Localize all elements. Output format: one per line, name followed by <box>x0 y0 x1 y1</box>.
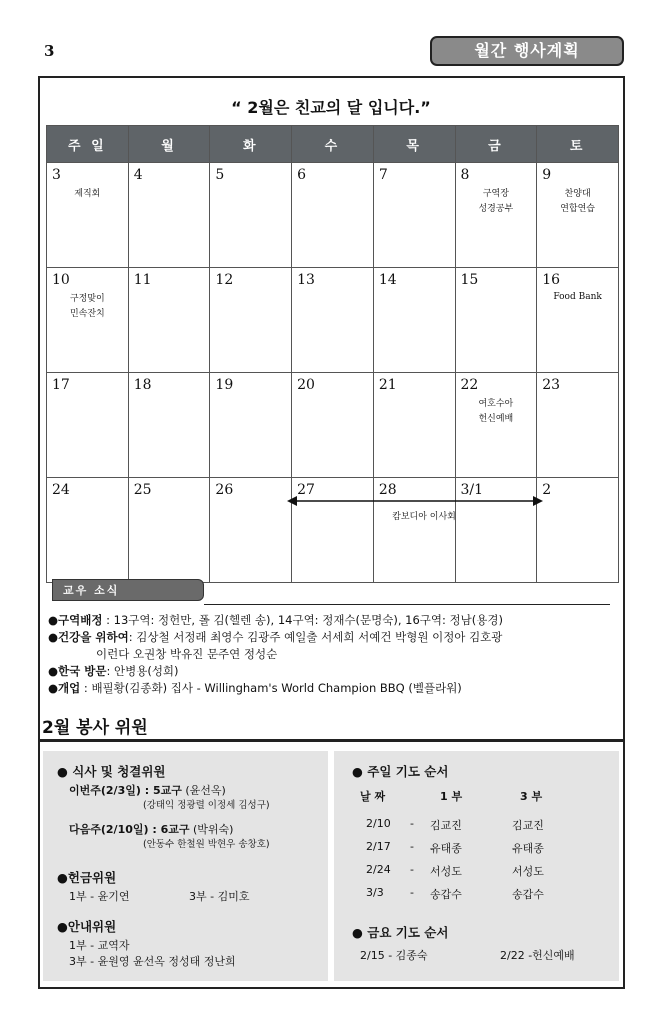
calendar-day-cell <box>47 268 129 373</box>
col-part1: 1 부 <box>440 790 463 803</box>
page-number: 3 <box>44 42 55 60</box>
prayer-p1: 유태종 <box>430 842 462 855</box>
calendar-day-cell <box>455 268 537 373</box>
calendar-day-cell <box>537 478 619 583</box>
offering-heading: ●헌금위원 <box>57 870 117 885</box>
news-item-district: ●구역배정 : 13구역: 정헌만, 폴 김(헬렌 송), 14구역: 정재수(문명숙), 16구역: 정남(용경) <box>48 613 503 627</box>
calendar-day-cell <box>128 478 210 583</box>
usher-part3: 3부 - 윤원영 윤선옥 정성태 정난희 <box>69 955 236 968</box>
day-number: 11 <box>133 272 152 288</box>
col-date: 날 짜 <box>360 790 386 803</box>
day-number: 7 <box>378 167 388 183</box>
weekday-fri: 금 <box>455 126 537 163</box>
news-item-health: ●건강을 위하여: 김상철 서정래 최영수 김광주 예일출 서세희 서예건 박형원 이정아 김호광 <box>48 630 503 644</box>
day-number: 3 <box>52 167 61 183</box>
monthly-calendar <box>46 125 619 583</box>
weekday-thu: 목 <box>373 126 455 163</box>
day-number: 15 <box>460 272 479 288</box>
prayer-dash: - <box>410 863 414 876</box>
this-week-members: (강태익 정광렬 이정세 김성구) <box>143 800 270 811</box>
day-number: 17 <box>52 377 70 393</box>
calendar-day-cell <box>373 163 455 268</box>
calendar-day-cell <box>292 163 374 268</box>
day-number: 12 <box>215 272 234 288</box>
page-section-title: 월간 행사계획 <box>430 36 624 66</box>
sunday-prayer-heading: ● 주일 기도 순서 <box>352 764 449 779</box>
calendar-day-cell <box>47 163 129 268</box>
prayer-p1: 송갑수 <box>430 888 462 901</box>
service-section-title: 2월 봉사 위원 <box>42 718 148 738</box>
offering-part3: 3부 - 김미호 <box>189 890 250 903</box>
calendar-day-cell <box>128 373 210 478</box>
cleaning-heading: ● 식사 및 청결위원 <box>57 764 166 779</box>
day-number: 5 <box>215 167 225 183</box>
day-number: 22 <box>460 377 479 393</box>
news-item-opening: ●개업 : 배필황(김종화) 집사 - Willingham's World Champion BBQ (벨플라워) <box>48 681 462 695</box>
day-event: 여호수아 헌신예배 <box>478 399 514 424</box>
day-number: 10 <box>52 272 70 288</box>
day-number: 23 <box>542 377 561 393</box>
calendar-day-cell <box>537 268 619 373</box>
day-event: 구역장 성경공부 <box>478 189 514 214</box>
usher-heading: ●안내위원 <box>57 919 117 934</box>
day-number: 3/1 <box>460 482 484 498</box>
calendar-day-cell <box>210 163 292 268</box>
day-event: Food Bank <box>553 292 602 302</box>
friday-prayer-heading: ● 금요 기도 순서 <box>352 925 449 940</box>
day-number: 27 <box>297 482 315 498</box>
calendar-day-cell <box>47 478 129 583</box>
day-number: 28 <box>378 482 397 498</box>
news-item-korea-visit: ●한국 방문: 안병용(성희) <box>48 664 179 678</box>
prayer-dash: - <box>410 886 414 899</box>
calendar-week-row <box>47 268 619 373</box>
day-number: 8 <box>460 167 470 183</box>
calendar-day-cell <box>128 268 210 373</box>
day-event: 구정맞이 민속잔치 <box>69 294 105 319</box>
day-number: 4 <box>133 167 143 183</box>
calendar-day-cell <box>292 268 374 373</box>
weekday-sun: 주 일 <box>47 126 129 163</box>
day-number: 19 <box>215 377 234 393</box>
prayer-p1: 김교진 <box>430 819 462 832</box>
calendar-day-cell <box>47 373 129 478</box>
friday-prayer-item-1: 2/15 - 김종숙 <box>360 949 428 962</box>
calendar-week-row <box>47 163 619 268</box>
weekday-sat: 토 <box>537 126 619 163</box>
calendar-day-cell <box>128 163 210 268</box>
usher-part1: 1부 - 교역자 <box>69 939 130 952</box>
weekday-tue: 화 <box>210 126 292 163</box>
day-number: 13 <box>297 272 315 288</box>
news-section-label: 교우 소식 <box>52 579 204 601</box>
calendar-day-cell <box>373 373 455 478</box>
day-event: 제직회 <box>74 189 101 199</box>
prayer-date: 2/17 <box>366 840 391 853</box>
prayer-p3: 김교진 <box>512 819 544 832</box>
calendar-day-cell <box>210 478 292 583</box>
prayer-dash: - <box>410 840 414 853</box>
prayer-p3: 유태종 <box>512 842 544 855</box>
day-number: 21 <box>378 377 397 393</box>
prayer-schedule-box <box>334 751 619 981</box>
prayer-dash: - <box>410 817 414 830</box>
prayer-p1: 서성도 <box>430 865 462 878</box>
news-item-health-cont: 이런다 오권창 박유진 문주연 정성순 <box>96 647 278 661</box>
calendar-day-cell <box>292 373 374 478</box>
day-number: 25 <box>133 482 152 498</box>
weekday-mon: 월 <box>128 126 210 163</box>
calendar-day-cell <box>373 268 455 373</box>
calendar-title: “ 2월은 친교의 달 입니다.” <box>231 98 431 117</box>
sunday-prayer-columns <box>360 788 543 804</box>
day-number: 14 <box>378 272 397 288</box>
col-part3: 3 부 <box>520 790 543 803</box>
service-divider <box>40 739 623 742</box>
day-number: 9 <box>542 167 552 183</box>
service-committee-box <box>43 751 328 981</box>
multi-day-event-label: 캄보디아 이사회 <box>392 512 456 522</box>
calendar-week-row <box>47 373 619 478</box>
news-list <box>48 612 623 697</box>
day-number: 24 <box>52 482 70 498</box>
day-number: 16 <box>542 272 561 288</box>
friday-prayer-item-2: 2/22 -헌신예배 <box>500 949 575 962</box>
calendar-day-cell <box>210 373 292 478</box>
offering-part1: 1부 - 윤기연 <box>69 890 130 903</box>
weekday-wed: 수 <box>292 126 374 163</box>
weekday-header-row <box>47 126 619 163</box>
next-week-members: (안동수 한철원 박현우 송창호) <box>143 839 270 850</box>
next-week-line: 다음주(2/10일) : 6교구 (박위숙) <box>69 823 234 836</box>
prayer-p3: 송갑수 <box>512 888 544 901</box>
calendar-day-cell <box>537 373 619 478</box>
day-number: 6 <box>297 167 307 183</box>
day-number: 2 <box>542 482 552 498</box>
prayer-date: 3/3 <box>366 886 384 899</box>
calendar-day-cell <box>210 268 292 373</box>
day-number: 20 <box>297 377 315 393</box>
calendar-day-cell <box>537 163 619 268</box>
this-week-line: 이번주(2/3일) : 5교구 (윤선옥) <box>69 784 226 797</box>
prayer-date: 2/10 <box>366 817 391 830</box>
calendar-day-cell <box>455 163 537 268</box>
prayer-p3: 서성도 <box>512 865 544 878</box>
day-event: 찬양대 연합연습 <box>560 189 595 214</box>
day-number: 26 <box>215 482 234 498</box>
prayer-date: 2/24 <box>366 863 391 876</box>
news-divider <box>204 604 610 605</box>
day-number: 18 <box>133 377 152 393</box>
calendar-day-cell <box>455 373 537 478</box>
